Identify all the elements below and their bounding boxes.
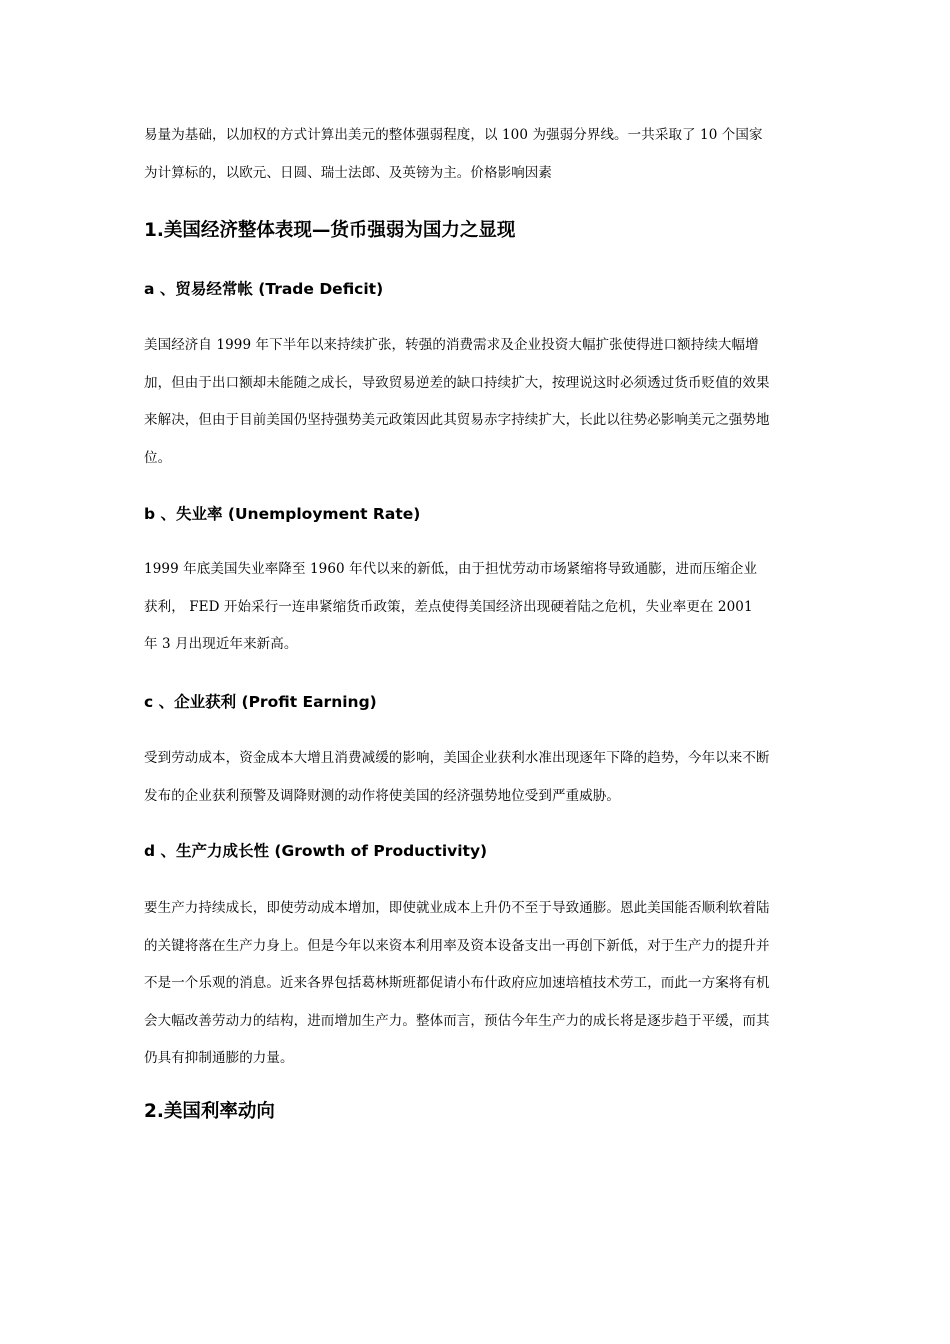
subsection-a-heading: a 、贸易经常帐 (Trade Deficit)	[144, 280, 384, 298]
subsection-c-line-1: 受到劳动成本，资金成本大增且消费减缓的影响，美国企业获利水准出现逐年下降的趋势，今年以来不断	[144, 750, 770, 766]
intro-line-1: 易量为基础，以加权的方式计算出美元的整体强弱程度，以 100 为强弱分界线。一共采取了 10 个国家	[144, 127, 763, 143]
subsection-a-line-1: 美国经济自 1999 年下半年以来持续扩张，转强的消费需求及企业投资大幅扩张使得进口额持续大幅增	[144, 337, 759, 353]
subsection-c-paragraph	[144, 740, 806, 815]
subsection-a-line-3: 来解决，但由于目前美国仍坚持强势美元政策因此其贸易赤字持续扩大，长此以往势必影响美元之强势地	[144, 412, 770, 428]
section-2-heading: 2.美国利率动向	[144, 1101, 275, 1122]
section-1-heading: 1.美国经济整体表现—货币强弱为国力之显现	[144, 220, 516, 241]
subsection-d-line-1: 要生产力持续成长，即使劳动成本增加，即使就业成本上升仍不至于导致通膨。恩此美国能否顺利软着陆	[144, 900, 770, 916]
subsection-b-heading: b 、失业率 (Unemployment Rate)	[144, 505, 421, 523]
subsection-d-line-2: 的关键将落在生产力身上。但是今年以来资本利用率及资本设备支出一再创下新低，对于生产力的提升并	[144, 937, 770, 954]
intro-line-2: 为计算标的，以欧元、日圆、瑞士法郎、及英镑为主。价格影响因素	[144, 164, 552, 181]
subsection-d-heading: d 、生产力成长性 (Growth of Productivity)	[144, 842, 488, 860]
intro-paragraph	[144, 117, 806, 192]
subsection-a-line-2: 加，但由于出口额却未能随之成长，导致贸易逆差的缺口持续扩大，按理说这时必须透过货币贬值的效果	[144, 374, 770, 391]
subsection-b-line-1: 1999 年底美国失业率降至 1960 年代以来的新低，由于担忧劳动市场紧缩将导致通膨，进而压缩企业	[144, 561, 758, 577]
subsection-d-paragraph	[144, 890, 806, 1078]
subsection-b-line-2: 获利， FED 开始采行一连串紧缩货币政策，差点使得美国经济出现硬着陆之危机，失业率更在 2001	[144, 598, 753, 615]
subsection-b-paragraph	[144, 551, 806, 664]
subsection-d-line-4: 会大幅改善劳动力的结构，进而增加生产力。整体而言，预估今年生产力的成长将是逐步趋于平缓，而其	[144, 1012, 770, 1029]
subsection-d-line-5: 仍具有抑制通膨的力量。	[144, 1050, 294, 1066]
subsection-c-heading: c 、企业获利 (Profit Earning)	[144, 693, 377, 711]
subsection-c-line-2: 发布的企业获利预警及调降财测的动作将使美国的经济强势地位受到严重威胁。	[144, 787, 620, 804]
subsection-b-line-3: 年 3 月出现近年来新高。	[144, 636, 298, 652]
subsection-a-line-4: 位。	[144, 449, 172, 466]
subsection-a-paragraph	[144, 327, 806, 477]
subsection-d-line-3: 不是一个乐观的消息。近来各界包括葛林斯班都促请小布什政府应加速培植技术劳工，而此一方案将有机	[144, 975, 770, 991]
